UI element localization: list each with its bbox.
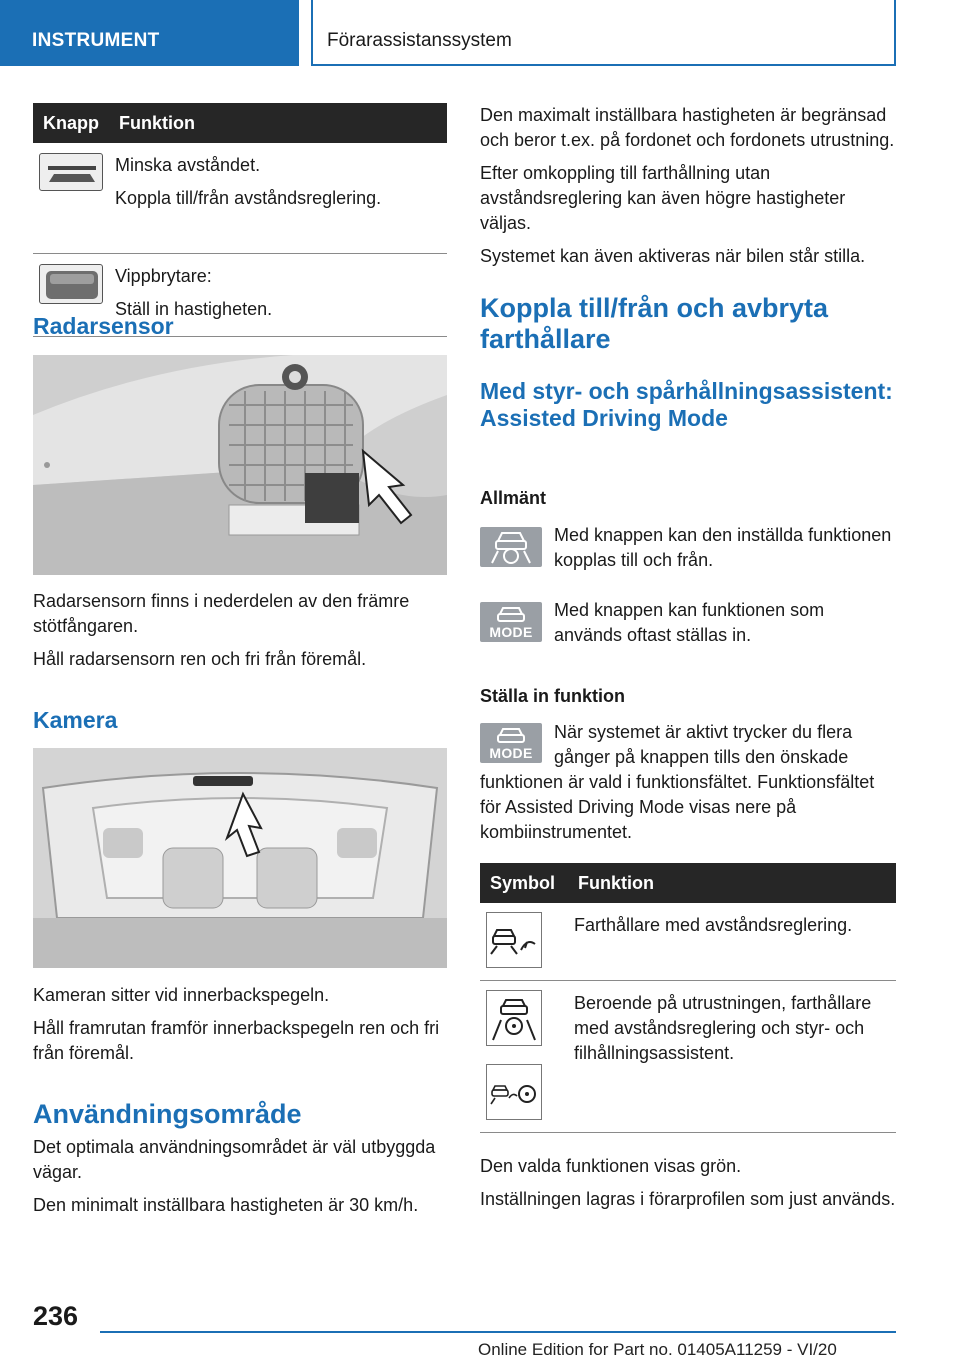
table-header-funktion: Funktion: [109, 103, 447, 143]
paragraph: Inställningen lagras i förarprofilen som just används.: [480, 1189, 896, 1209]
paragraph: När systemet är aktivt trycker du flera gånger på knappen tills den önskade funktionen är vald i funktionsfältet. Funktionsfältet för Assisted Driving Mode visas nere på kombiinstrumentet.: [480, 722, 875, 842]
table-header-funktion: Funktion: [568, 863, 896, 903]
set-function-heading: Ställa in funktion: [480, 686, 626, 706]
mode-button-icon: [480, 723, 542, 763]
windshield-camera-illustration: [33, 748, 447, 968]
function-text: Farthållare med avståndsreglering.: [574, 915, 853, 935]
table-row: [33, 143, 447, 253]
function-text: Minska avståndet.: [115, 155, 261, 175]
mode-button-icon: [480, 602, 542, 642]
table-row: [480, 903, 896, 981]
section-title: INSTRUMENT: [32, 30, 160, 51]
edition-text: Online Edition for Part no. 01405A11259 - VI/20: [478, 1340, 837, 1359]
paragraph: Den maximalt inställbara hastigheten är begränsad och beror t.ex. på fordonet och fordonets utrustning.: [480, 105, 895, 150]
table-header-symbol: Symbol: [480, 863, 568, 903]
function-text: Beroende på utrustningen, farthållare med avståndsreglering och styr- och filhållningsassistent.: [574, 993, 872, 1063]
paragraph: Det optimala användningsområdet är väl utbyggda vägar.: [33, 1137, 436, 1182]
paragraph: Med knappen kan den inställda funktionen kopplas till och från.: [554, 525, 892, 570]
distance-decrease-button-icon: [39, 153, 103, 191]
symbol-table: [480, 863, 896, 1133]
paragraph: Håll framrutan framför innerbackspegeln ren och fri från föremål.: [33, 1018, 440, 1063]
general-heading: Allmänt: [480, 488, 547, 508]
paragraph: Systemet kan även aktiveras när bilen står stilla.: [480, 246, 866, 266]
paragraph: Den minimalt inställbara hastigheten är 30 km/h.: [33, 1195, 419, 1215]
cruise-control-steering-symbol: [486, 1064, 542, 1120]
section-heading-radar: Radarsensor: [33, 313, 174, 339]
function-text: Vippbrytare:: [115, 265, 212, 286]
header-section-tab: [0, 0, 299, 66]
paragraph: Radarsensorn finns i nederdelen av den främre stötfångaren.: [33, 591, 410, 636]
general-item: [480, 598, 896, 648]
radar-sensor-illustration: [33, 355, 447, 575]
page-number: 236: [33, 1301, 79, 1331]
section-heading-usage: Användningsområde: [33, 1099, 302, 1129]
paragraph: Håll radarsensorn ren och fri från föremål.: [33, 649, 367, 669]
paragraph: Med knappen kan funktionen som används oftast ställas in.: [554, 600, 825, 645]
table-header-knapp: Knapp: [33, 103, 109, 143]
rocker-switch-icon: [39, 264, 103, 304]
footer-divider: [100, 1331, 896, 1333]
subsection-heading-assisted-driving: Med styr- och spårhållningsassistent: Assisted Driving Mode: [480, 378, 893, 431]
general-item: [480, 523, 896, 573]
assisted-driving-button-icon: [480, 527, 542, 567]
section-heading-toggle: Koppla till/från och avbryta farthållare: [480, 293, 829, 354]
cruise-control-lane-assist-symbol: [486, 990, 542, 1046]
button-table: [33, 103, 447, 337]
function-text: Ställ in hastigheten.: [115, 298, 273, 319]
set-function-block: [480, 720, 896, 845]
mode-label: MODE: [489, 745, 533, 761]
function-text: Koppla till/från avståndsreglering.: [115, 188, 382, 208]
chapter-title: Förarassistanssystem: [327, 30, 512, 51]
table-row: [480, 981, 896, 1133]
paragraph: Efter omkoppling till farthållning utan avståndsreglering kan även högre hastigheter väljas.: [480, 163, 846, 233]
section-heading-camera: Kamera: [33, 707, 118, 733]
cruise-control-distance-symbol: [486, 912, 542, 968]
mode-label: MODE: [489, 624, 533, 640]
paragraph: Kameran sitter vid innerbackspegeln.: [33, 985, 330, 1005]
paragraph: Den valda funktionen visas grön.: [480, 1156, 742, 1176]
header-chapter-tab: [311, 0, 896, 66]
